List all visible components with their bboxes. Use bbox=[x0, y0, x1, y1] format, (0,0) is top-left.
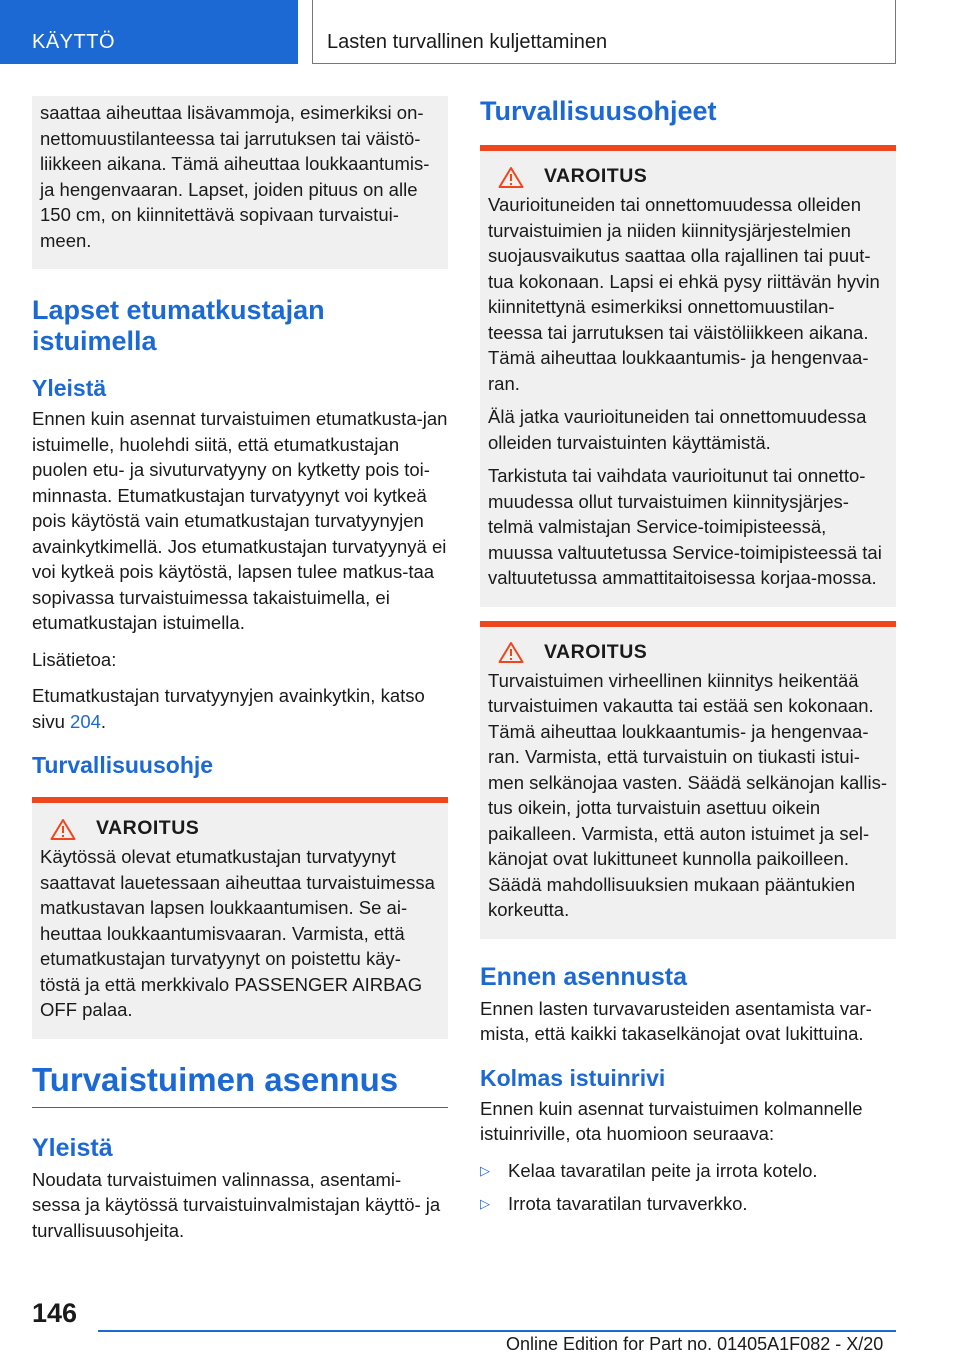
edition-text: Online Edition for Part no. 01405A1F082 - X/20 bbox=[506, 1334, 884, 1354]
warning-title: VAROITUS bbox=[96, 817, 200, 839]
warning-box-1 bbox=[480, 145, 896, 607]
footer-divider bbox=[98, 1330, 896, 1332]
warning-icon bbox=[498, 641, 524, 663]
warning-box-2 bbox=[480, 621, 896, 939]
heading-general: Yleistä bbox=[32, 375, 107, 401]
before-text: Ennen lasten turvavarusteiden asentamista var-mista, että kaikki takaselkänojat ovat lukittuina. bbox=[480, 997, 872, 1044]
intro-box bbox=[32, 96, 448, 269]
heading-safety-instructions: Turvallisuusohjeet bbox=[480, 96, 717, 126]
heading-before-install: Ennen asennusta bbox=[480, 962, 687, 991]
install-heading-wrap bbox=[32, 1061, 448, 1108]
list-item-text: Irrota tavaratilan turvaverkko. bbox=[508, 1193, 748, 1214]
warning-icon bbox=[50, 818, 76, 840]
left-column bbox=[32, 96, 448, 1254]
section-tab: KÄYTTÖ bbox=[0, 0, 298, 64]
warning-title-2: VAROITUS bbox=[544, 640, 648, 663]
bullet-triangle-icon: ▷ bbox=[480, 1196, 490, 1211]
warning-title-1: VAROITUS bbox=[544, 165, 648, 187]
page-reference bbox=[32, 683, 448, 734]
page-number: 146 bbox=[32, 1298, 78, 1328]
intro-text: saattaa aiheuttaa lisävammoja, esimerkiksi on-nettomuustilanteessa tai jarrutuksen tai väistö-liikkeen aikana. Tämä aiheuttaa loukkaantumis-ja hengenvaaran. Lapset, joiden pituus on alle 150 cm, on kiinnitettävä sopivaan turvaistui-meen. bbox=[40, 102, 430, 251]
more-info-label: Lisätietoa: bbox=[32, 648, 117, 670]
third-row-text: Ennen kuin asennat turvaistuimen kolmannelle istuinriville, ota huomioon seuraava: bbox=[480, 1097, 863, 1144]
warning-icon bbox=[498, 166, 524, 188]
heading-install: Turvaistuimen asennus bbox=[32, 1060, 399, 1098]
warning-box bbox=[32, 797, 448, 1039]
right-column bbox=[480, 96, 896, 1225]
warning1-p2: Älä jatka vaurioituneiden tai onnettomuudessa olleiden turvaistuinten käyttämistä. bbox=[488, 406, 867, 453]
page-link[interactable]: 204 bbox=[70, 710, 101, 732]
warning1-p3: Tarkistuta tai vaihdata vaurioitunut tai onnetto-muudessa ollut turvaistuimen kiinnitysjärjes-telmä valmistajan Service-toimipisteessä, muussa valtuutetussa Service-toimipisteessä tai valtuutetussa ammattitaitoisessa korjaa-mossa. bbox=[488, 465, 882, 588]
ref-text: Etumatkustajan turvatyynyjen avainkytkin, katso sivu bbox=[32, 685, 425, 732]
warning2-text: Turvaistuimen virheellinen kiinnitys heikentää turvaistuimen vakautta tai estää sen kokonaan. Tämä aiheuttaa loukkaantumis- ja hengenvaa-ran. Varmista, että turvaistuin on tiukasti istui-men selkänojaa vasten. Säädä selkänojan kallis-tus oikein, jotta turvaistuin asettuu oikein paikalleen. Varmista, että auton istuimet ja sel-känojat ovat lukittuneet kunnolla paikoilleen. Säädä mahdollisuuksien mukaan pääntukien korkeutta. bbox=[488, 669, 888, 920]
warning-title-row bbox=[40, 817, 440, 840]
bullet-triangle-icon: ▷ bbox=[480, 1162, 490, 1178]
warning-title-row-2 bbox=[488, 641, 888, 664]
chapter-title: Lasten turvallinen kuljettaminen bbox=[312, 0, 896, 64]
warning-title-row-1 bbox=[488, 165, 888, 188]
list-item bbox=[480, 1158, 896, 1184]
general-text: Ennen kuin asennat turvaistuimen etumatkusta-jan istuimelle, huolehdi siitä, että etumatkustajan puolen etu- ja sivuturvatyyny on kytketty pois toi-minnasta. Etumatkustajan turvatyynyt voi kytkeä pois käytöstä vain etumatkustajan turvatyynyjen avainkytkimellä. Jos etumatkustajan turvatyynyä ei voi kytkeä pois käytöstä, lapsen tulee matkus-taa sopivassa turvaistuimessa takaistuimella, ei etumatkustajan istuimella. bbox=[32, 408, 448, 633]
list-item bbox=[480, 1191, 896, 1217]
heading-install-general: Yleistä bbox=[32, 1133, 113, 1162]
heading-front-seat: Lapset etumatkustajan istuimella bbox=[32, 295, 325, 356]
list-item-text: Kelaa tavaratilan peite ja irrota kotelo. bbox=[508, 1159, 818, 1181]
heading-third-row: Kolmas istuinrivi bbox=[480, 1064, 666, 1091]
warning-text: Käytössä olevat etumatkustajan turvatyynyt saattavat lauetessaan aiheuttaa turvaistuimessa matkustavan lapsen loukkaantumisen. Se ai-heuttaa loukkaantumisvaaran. Varmista, että etumatkustajan turvatyynyt on poistettu käy-töstä ja että merkkivalo PASSENGER AIRBAG OFF palaa. bbox=[40, 846, 435, 1020]
heading-safety-note: Turvallisuusohje bbox=[32, 752, 214, 778]
ref-end: . bbox=[100, 710, 107, 732]
install-text: Noudata turvaistuimen valinnassa, asentami-sessa ja käytössä turvaistuinvalmistajan käyttö- ja turvallisuusohjeita. bbox=[32, 1168, 441, 1241]
warning1-p1: Vaurioituneiden tai onnettomuudessa olleiden turvaistuimien ja niiden kiinnitysjärjestelmien suojausvaikutus saattaa olla rajallinen tai puut-tua kokonaan. Lapsi ei ehkä pysy riittävän hyvin kiinnitettynä esimerkiksi onnettomuustilan-teessa tai jarrutuksen tai väistöliikkeen aikana. Tämä aiheuttaa loukkaantumis- ja hengenvaa-ran. bbox=[488, 194, 880, 394]
